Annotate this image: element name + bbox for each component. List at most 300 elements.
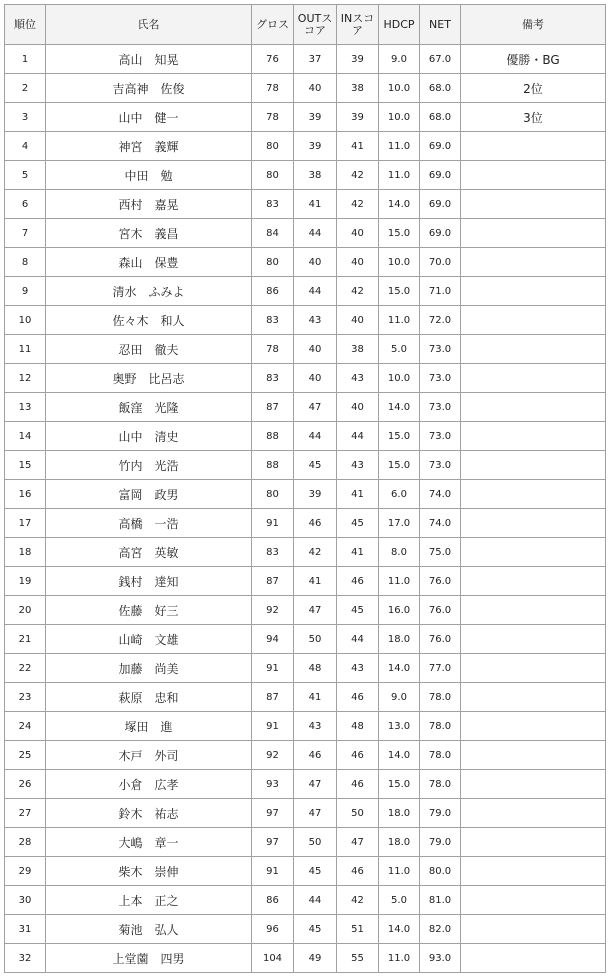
rank-cell: 16 [5,480,46,509]
rank-cell: 8 [5,248,46,277]
note-cell [461,451,606,480]
note-cell [461,393,606,422]
hdcp-cell: 11.0 [379,944,420,973]
hdcp-cell: 13.0 [379,712,420,741]
in-score-cell: 45 [337,509,379,538]
rank-cell: 28 [5,828,46,857]
in-score-cell: 41 [337,538,379,567]
out-score-cell: 44 [294,422,337,451]
out-score-cell: 40 [294,364,337,393]
table-row [5,103,606,132]
table-row [5,538,606,567]
out-score-cell: 49 [294,944,337,973]
note-cell [461,248,606,277]
note-cell [461,422,606,451]
gross-cell: 92 [252,741,294,770]
name-cell: 清水 ふみよ [46,277,252,306]
hdcp-cell: 10.0 [379,74,420,103]
header-row [5,5,606,45]
table-row [5,712,606,741]
gross-cell: 92 [252,596,294,625]
rank-cell: 13 [5,393,46,422]
rank-cell: 21 [5,625,46,654]
hdcp-cell: 10.0 [379,248,420,277]
rank-cell: 15 [5,451,46,480]
net-cell: 80.0 [420,857,461,886]
table-row [5,335,606,364]
in-score-cell: 44 [337,625,379,654]
table-row [5,944,606,973]
hdcp-cell: 9.0 [379,683,420,712]
table-row [5,451,606,480]
note-cell [461,770,606,799]
in-score-cell: 42 [337,886,379,915]
in-score-cell: 47 [337,828,379,857]
rank-cell: 29 [5,857,46,886]
net-cell: 71.0 [420,277,461,306]
rank-cell: 22 [5,654,46,683]
gross-cell: 94 [252,625,294,654]
in-score-cell: 38 [337,74,379,103]
out-score-cell: 50 [294,625,337,654]
table-row [5,509,606,538]
out-score-cell: 43 [294,712,337,741]
out-score-cell: 45 [294,915,337,944]
hdcp-cell: 14.0 [379,190,420,219]
rank-cell: 10 [5,306,46,335]
net-cell: 68.0 [420,74,461,103]
gross-cell: 91 [252,857,294,886]
hdcp-cell: 18.0 [379,828,420,857]
gross-cell: 91 [252,654,294,683]
gross-cell: 96 [252,915,294,944]
note-cell [461,799,606,828]
note-cell [461,712,606,741]
gross-cell: 80 [252,480,294,509]
note-cell [461,161,606,190]
out-score-cell: 48 [294,654,337,683]
hdcp-cell: 14.0 [379,393,420,422]
table-row [5,886,606,915]
gross-cell: 97 [252,799,294,828]
table-row [5,277,606,306]
net-cell: 67.0 [420,45,461,74]
net-cell: 76.0 [420,567,461,596]
table-row [5,567,606,596]
hdcp-cell: 18.0 [379,625,420,654]
note-cell [461,596,606,625]
name-cell: 忍田 徹夫 [46,335,252,364]
net-cell: 93.0 [420,944,461,973]
note-cell [461,277,606,306]
out-score-cell: 44 [294,886,337,915]
rank-cell: 24 [5,712,46,741]
hdcp-cell: 5.0 [379,335,420,364]
gross-cell: 104 [252,944,294,973]
in-score-cell: 40 [337,306,379,335]
name-cell: 小倉 広孝 [46,770,252,799]
in-score-cell: 46 [337,741,379,770]
net-cell: 81.0 [420,886,461,915]
net-cell: 69.0 [420,161,461,190]
note-cell [461,741,606,770]
note-cell [461,190,606,219]
net-cell: 70.0 [420,248,461,277]
net-cell: 69.0 [420,219,461,248]
note-cell [461,132,606,161]
rank-cell: 31 [5,915,46,944]
header-gross: グロス [252,5,294,45]
name-cell: 山崎 文雄 [46,625,252,654]
table-row [5,248,606,277]
in-score-cell: 42 [337,161,379,190]
hdcp-cell: 10.0 [379,364,420,393]
gross-cell: 80 [252,248,294,277]
rank-cell: 17 [5,509,46,538]
rank-cell: 19 [5,567,46,596]
rank-cell: 18 [5,538,46,567]
net-cell: 77.0 [420,654,461,683]
gross-cell: 83 [252,306,294,335]
hdcp-cell: 18.0 [379,799,420,828]
header-note: 備考 [461,5,606,45]
gross-cell: 87 [252,683,294,712]
hdcp-cell: 11.0 [379,567,420,596]
name-cell: 西村 嘉晃 [46,190,252,219]
name-cell: 山中 清史 [46,422,252,451]
name-cell: 高橋 一浩 [46,509,252,538]
table-row [5,45,606,74]
out-score-cell: 47 [294,770,337,799]
net-cell: 73.0 [420,393,461,422]
rank-cell: 27 [5,799,46,828]
out-score-cell: 37 [294,45,337,74]
note-cell [461,625,606,654]
net-cell: 69.0 [420,132,461,161]
name-cell: 竹内 光浩 [46,451,252,480]
rank-cell: 6 [5,190,46,219]
hdcp-cell: 9.0 [379,45,420,74]
name-cell: 佐藤 好三 [46,596,252,625]
hdcp-cell: 10.0 [379,103,420,132]
name-cell: 高宮 英敏 [46,538,252,567]
rank-cell: 11 [5,335,46,364]
rank-cell: 2 [5,74,46,103]
table-row [5,596,606,625]
out-score-cell: 45 [294,451,337,480]
gross-cell: 80 [252,161,294,190]
hdcp-cell: 14.0 [379,915,420,944]
note-cell [461,886,606,915]
rank-cell: 4 [5,132,46,161]
name-cell: 高山 知晃 [46,45,252,74]
net-cell: 76.0 [420,596,461,625]
name-cell: 森山 保豊 [46,248,252,277]
table-row [5,422,606,451]
net-cell: 72.0 [420,306,461,335]
note-cell [461,654,606,683]
net-cell: 73.0 [420,422,461,451]
header-in: INスコア [337,5,379,45]
rank-cell: 7 [5,219,46,248]
note-cell [461,538,606,567]
note-cell [461,335,606,364]
out-score-cell: 43 [294,306,337,335]
rank-cell: 9 [5,277,46,306]
hdcp-cell: 11.0 [379,132,420,161]
name-cell: 山中 健一 [46,103,252,132]
net-cell: 74.0 [420,480,461,509]
header-name: 氏名 [46,5,252,45]
hdcp-cell: 5.0 [379,886,420,915]
table-row [5,828,606,857]
name-cell: 銭村 達知 [46,567,252,596]
rank-cell: 30 [5,886,46,915]
in-score-cell: 48 [337,712,379,741]
net-cell: 73.0 [420,364,461,393]
table-row [5,219,606,248]
in-score-cell: 50 [337,799,379,828]
in-score-cell: 41 [337,480,379,509]
in-score-cell: 55 [337,944,379,973]
table-row [5,480,606,509]
note-cell: 2位 [461,74,606,103]
table-row [5,915,606,944]
in-score-cell: 46 [337,567,379,596]
gross-cell: 84 [252,219,294,248]
in-score-cell: 51 [337,915,379,944]
name-cell: 柴木 崇伸 [46,857,252,886]
out-score-cell: 44 [294,219,337,248]
gross-cell: 88 [252,422,294,451]
net-cell: 76.0 [420,625,461,654]
net-cell: 74.0 [420,509,461,538]
note-cell [461,857,606,886]
hdcp-cell: 14.0 [379,741,420,770]
gross-cell: 91 [252,712,294,741]
in-score-cell: 43 [337,451,379,480]
note-cell: 優勝・BG [461,45,606,74]
hdcp-cell: 15.0 [379,277,420,306]
rank-cell: 1 [5,45,46,74]
hdcp-cell: 15.0 [379,770,420,799]
net-cell: 75.0 [420,538,461,567]
rank-cell: 12 [5,364,46,393]
name-cell: 吉高神 佐俊 [46,74,252,103]
hdcp-cell: 16.0 [379,596,420,625]
out-score-cell: 45 [294,857,337,886]
in-score-cell: 40 [337,248,379,277]
in-score-cell: 40 [337,219,379,248]
name-cell: 中田 勉 [46,161,252,190]
out-score-cell: 47 [294,393,337,422]
note-cell [461,828,606,857]
in-score-cell: 42 [337,277,379,306]
net-cell: 78.0 [420,683,461,712]
table-body [5,45,606,973]
gross-cell: 86 [252,277,294,306]
out-score-cell: 41 [294,567,337,596]
net-cell: 68.0 [420,103,461,132]
note-cell [461,480,606,509]
note-cell [461,364,606,393]
net-cell: 73.0 [420,335,461,364]
in-score-cell: 46 [337,857,379,886]
note-cell [461,915,606,944]
gross-cell: 83 [252,190,294,219]
gross-cell: 83 [252,364,294,393]
table-row [5,190,606,219]
name-cell: 宮木 義昌 [46,219,252,248]
hdcp-cell: 15.0 [379,219,420,248]
gross-cell: 78 [252,74,294,103]
rank-cell: 20 [5,596,46,625]
out-score-cell: 39 [294,132,337,161]
hdcp-cell: 11.0 [379,161,420,190]
in-score-cell: 45 [337,596,379,625]
out-score-cell: 40 [294,335,337,364]
rank-cell: 14 [5,422,46,451]
net-cell: 79.0 [420,799,461,828]
gross-cell: 78 [252,103,294,132]
name-cell: 木戸 外司 [46,741,252,770]
gross-cell: 78 [252,335,294,364]
table-row [5,161,606,190]
hdcp-cell: 17.0 [379,509,420,538]
net-cell: 78.0 [420,712,461,741]
table-row [5,683,606,712]
in-score-cell: 46 [337,770,379,799]
gross-cell: 91 [252,509,294,538]
rank-cell: 23 [5,683,46,712]
in-score-cell: 46 [337,683,379,712]
table-row [5,132,606,161]
table-header [5,5,606,45]
out-score-cell: 39 [294,480,337,509]
net-cell: 78.0 [420,741,461,770]
table-row [5,393,606,422]
hdcp-cell: 11.0 [379,857,420,886]
note-cell [461,219,606,248]
results-table [4,4,606,973]
name-cell: 菊池 弘人 [46,915,252,944]
gross-cell: 80 [252,132,294,161]
net-cell: 78.0 [420,770,461,799]
name-cell: 大嶋 章一 [46,828,252,857]
header-net: NET [420,5,461,45]
out-score-cell: 50 [294,828,337,857]
gross-cell: 88 [252,451,294,480]
table-row [5,364,606,393]
in-score-cell: 44 [337,422,379,451]
rank-cell: 32 [5,944,46,973]
name-cell: 神宮 義輝 [46,132,252,161]
net-cell: 79.0 [420,828,461,857]
in-score-cell: 39 [337,45,379,74]
rank-cell: 3 [5,103,46,132]
out-score-cell: 39 [294,103,337,132]
in-score-cell: 43 [337,654,379,683]
note-cell [461,683,606,712]
hdcp-cell: 15.0 [379,451,420,480]
note-cell: 3位 [461,103,606,132]
out-score-cell: 47 [294,799,337,828]
name-cell: 鈴木 祐志 [46,799,252,828]
out-score-cell: 42 [294,538,337,567]
out-score-cell: 47 [294,596,337,625]
table-row [5,857,606,886]
gross-cell: 87 [252,567,294,596]
table-row [5,625,606,654]
rank-cell: 25 [5,741,46,770]
hdcp-cell: 14.0 [379,654,420,683]
header-hdcp: HDCP [379,5,420,45]
note-cell [461,567,606,596]
table-row [5,741,606,770]
table-row [5,74,606,103]
in-score-cell: 42 [337,190,379,219]
net-cell: 73.0 [420,451,461,480]
gross-cell: 87 [252,393,294,422]
in-score-cell: 41 [337,132,379,161]
out-score-cell: 38 [294,161,337,190]
out-score-cell: 46 [294,741,337,770]
rank-cell: 5 [5,161,46,190]
name-cell: 飯窪 光隆 [46,393,252,422]
rank-cell: 26 [5,770,46,799]
out-score-cell: 44 [294,277,337,306]
name-cell: 富岡 政男 [46,480,252,509]
in-score-cell: 39 [337,103,379,132]
table-row [5,306,606,335]
name-cell: 上本 正之 [46,886,252,915]
in-score-cell: 38 [337,335,379,364]
note-cell [461,306,606,335]
name-cell: 塚田 進 [46,712,252,741]
gross-cell: 93 [252,770,294,799]
note-cell [461,944,606,973]
table-row [5,654,606,683]
hdcp-cell: 11.0 [379,306,420,335]
out-score-cell: 40 [294,74,337,103]
out-score-cell: 41 [294,683,337,712]
table-row [5,770,606,799]
gross-cell: 97 [252,828,294,857]
hdcp-cell: 6.0 [379,480,420,509]
note-cell [461,509,606,538]
name-cell: 萩原 忠和 [46,683,252,712]
header-out: OUTスコア [294,5,337,45]
gross-cell: 83 [252,538,294,567]
gross-cell: 86 [252,886,294,915]
name-cell: 佐々木 和人 [46,306,252,335]
out-score-cell: 40 [294,248,337,277]
out-score-cell: 46 [294,509,337,538]
name-cell: 奥野 比呂志 [46,364,252,393]
out-score-cell: 41 [294,190,337,219]
name-cell: 上堂薗 四男 [46,944,252,973]
gross-cell: 76 [252,45,294,74]
hdcp-cell: 15.0 [379,422,420,451]
header-rank: 順位 [5,5,46,45]
hdcp-cell: 8.0 [379,538,420,567]
net-cell: 69.0 [420,190,461,219]
name-cell: 加藤 尚美 [46,654,252,683]
net-cell: 82.0 [420,915,461,944]
in-score-cell: 40 [337,393,379,422]
table-row [5,799,606,828]
in-score-cell: 43 [337,364,379,393]
